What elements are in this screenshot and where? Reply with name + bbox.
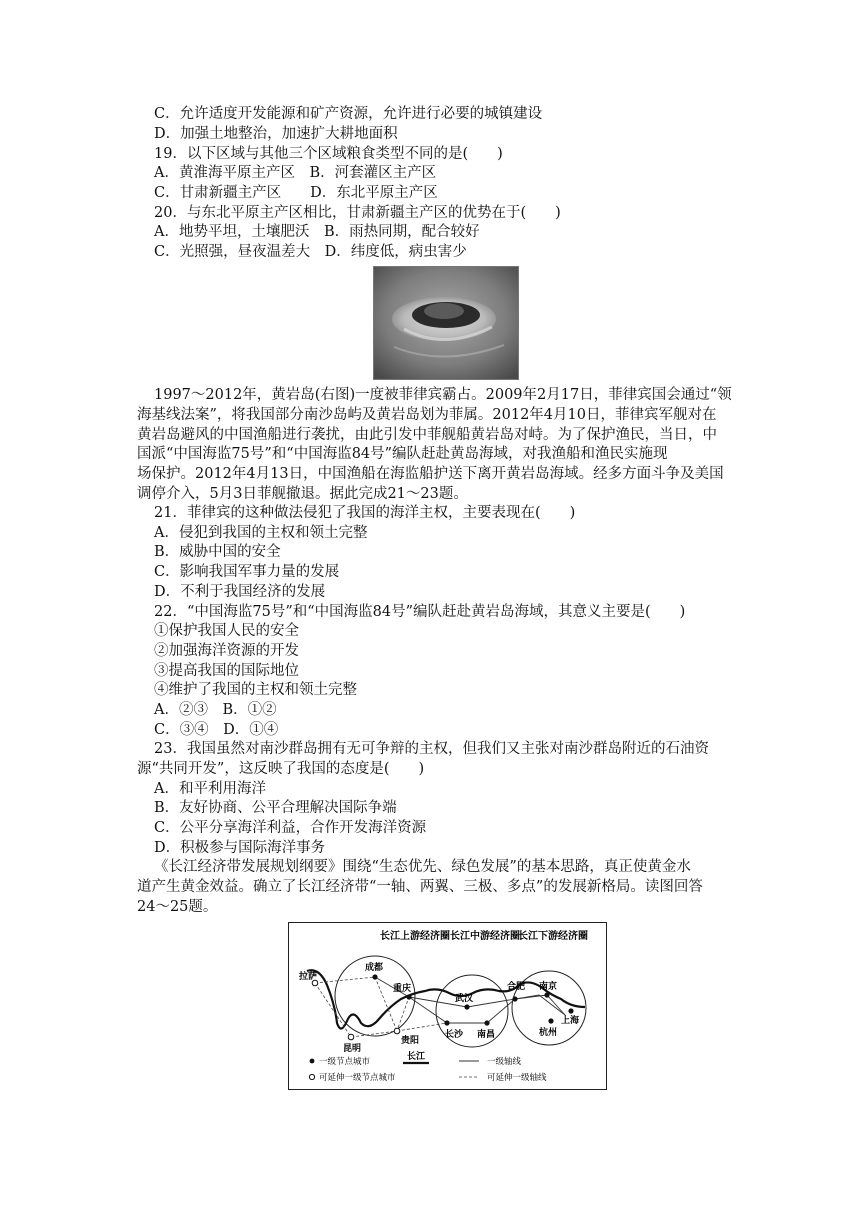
city-dot [464, 1004, 469, 1009]
option-line: D．不利于我国经济的发展 [154, 584, 326, 600]
passage-line: 调停介入，5月3日菲舰撤退。据此完成21～23题。 [137, 486, 468, 502]
label-chongqing: 重庆 [393, 984, 412, 994]
passage-line: 24～25题。 [137, 899, 218, 915]
title-upper: 长江上游经济圈 [380, 931, 450, 942]
city-dot [484, 1020, 489, 1025]
passage-line: 国派“中国海监75号”和“中国海监84号”编队赶赴黄岛海域，对我渔船和渔民实施现 [137, 446, 668, 462]
city-dot [544, 992, 549, 997]
option-line: D．积极参与国际海洋事务 [154, 840, 326, 856]
option-line: ②加强海洋资源的开发 [154, 643, 299, 659]
legend-ext-axis: 可延伸一级轴线 [487, 1073, 547, 1083]
option-line: A．侵犯到我国的主权和领土完整 [154, 525, 368, 541]
city-dot [548, 1018, 553, 1023]
label-chengdu: 成都 [365, 963, 384, 973]
question-23-cont: 源“共同开发”，这反映了我国的态度是( ) [137, 761, 425, 777]
option-line: A．②③ B．①② [154, 702, 277, 718]
city-dot [512, 996, 517, 1001]
city-dot [568, 1008, 573, 1013]
passage-line: 海基线法案”，将我国部分南沙岛屿及黄岩岛划为菲属。2012年4月10日，菲律宾军舰对在 [137, 407, 717, 423]
passage-line: 1997～2012年，黄岩岛(右图)一度被菲律宾霸占。2009年2月17日，菲律宾国会通过“领 [154, 387, 732, 403]
title-middle: 长江中游经济圈 [450, 931, 520, 942]
huangyan-island-photo [373, 266, 519, 380]
label-hefei: 合肥 [507, 982, 526, 992]
question-19: 19．以下区域与其他三个区域粮食类型不同的是( ) [154, 146, 503, 162]
option-line: ①保护我国人民的安全 [154, 623, 299, 639]
question-21: 21．菲律宾的这种做法侵犯了我国的海洋主权，主要表现在( ) [154, 505, 576, 521]
option-line: A．和平利用海洋 [154, 781, 266, 797]
label-nanchang: 南昌 [477, 1030, 496, 1040]
option-line: A．黄淮海平原主产区 B．河套灌区主产区 [154, 165, 437, 181]
question-23: 23．我国虽然对南沙群岛拥有无可争辩的主权，但我们又主张对南沙群岛附近的石油资 [154, 741, 709, 757]
legend-axis: 一级轴线 [487, 1057, 522, 1067]
option-line: D．加强土地整治，加速扩大耕地面积 [154, 126, 398, 142]
legend-ext-city: 可延伸一级节点城市 [319, 1073, 396, 1083]
option-line: ③提高我国的国际地位 [154, 663, 299, 679]
yangtze-river [307, 970, 585, 1028]
title-lower: 长江下游经济圈 [518, 931, 588, 942]
option-line: C．③④ D．①④ [154, 722, 279, 738]
legend-river: 长江 [407, 1052, 426, 1062]
option-line: ④维护了我国的主权和领土完整 [154, 682, 357, 698]
label-nanjing: 南京 [539, 982, 558, 992]
label-lhasa: 拉萨 [299, 972, 318, 982]
option-line: C．允许适度开发能源和矿产资源，允许进行必要的城镇建设 [154, 106, 543, 122]
option-line: C．公平分享海洋利益，合作开发海洋资源 [154, 820, 427, 836]
option-line: C．影响我国军事力量的发展 [154, 564, 340, 580]
yangtze-economic-belt-map [288, 922, 607, 1090]
option-line: B．友好协商、公平合理解决国际争端 [154, 800, 397, 816]
legend-node-dot [310, 1059, 315, 1064]
label-shanghai: 上海 [561, 1016, 580, 1026]
question-22: 22．“中国海监75号”和“中国海监84号”编队赶赴黄岩岛海域，其意义主要是( ) [154, 604, 686, 620]
passage-line: 场保护。2012年4月13日，中国渔船在海监船护送下离开黄岩岛海域。经多方面斗争及美国 [137, 466, 724, 482]
city-dot [372, 974, 377, 979]
label-wuhan: 武汉 [455, 994, 474, 1004]
city-ring [394, 1028, 400, 1034]
passage-line: 道产生黄金效益。确立了长江经济带“一轴、两翼、三极、多点”的发展新格局。读图回答 [137, 879, 703, 895]
option-line: C．甘肃新疆主产区 D．东北平原主产区 [154, 185, 438, 201]
city-dot [444, 1020, 449, 1025]
passage-line: 《长江经济带发展规划纲要》围绕“生态优先、绿色发展”的基本思路，真正使黄金水 [154, 859, 691, 875]
option-line: C．光照强，昼夜温差大 D．纬度低，病虫害少 [154, 244, 467, 260]
legend-ext-ring [309, 1074, 314, 1079]
label-guiyang: 贵阳 [401, 1036, 420, 1046]
legend-node-city: 一级节点城市 [319, 1057, 371, 1067]
label-hangzhou: 杭州 [539, 1028, 558, 1038]
passage-line: 黄岩岛避风的中国渔船进行袭扰，由此引发中菲舰船黄岩岛对峙。为了保护渔民，当日，中 [137, 427, 717, 443]
label-kunming: 昆明 [343, 1044, 362, 1054]
question-20: 20．与东北平原主产区相比，甘肃新疆主产区的优势在于( ) [154, 205, 561, 221]
city-dot [406, 994, 411, 999]
city-ring [348, 1034, 354, 1040]
option-line: B．威胁中国的安全 [154, 544, 281, 560]
option-line: A．地势平坦，土壤肥沃 B．雨热同期，配合较好 [154, 224, 480, 240]
label-changsha: 长沙 [445, 1030, 464, 1040]
